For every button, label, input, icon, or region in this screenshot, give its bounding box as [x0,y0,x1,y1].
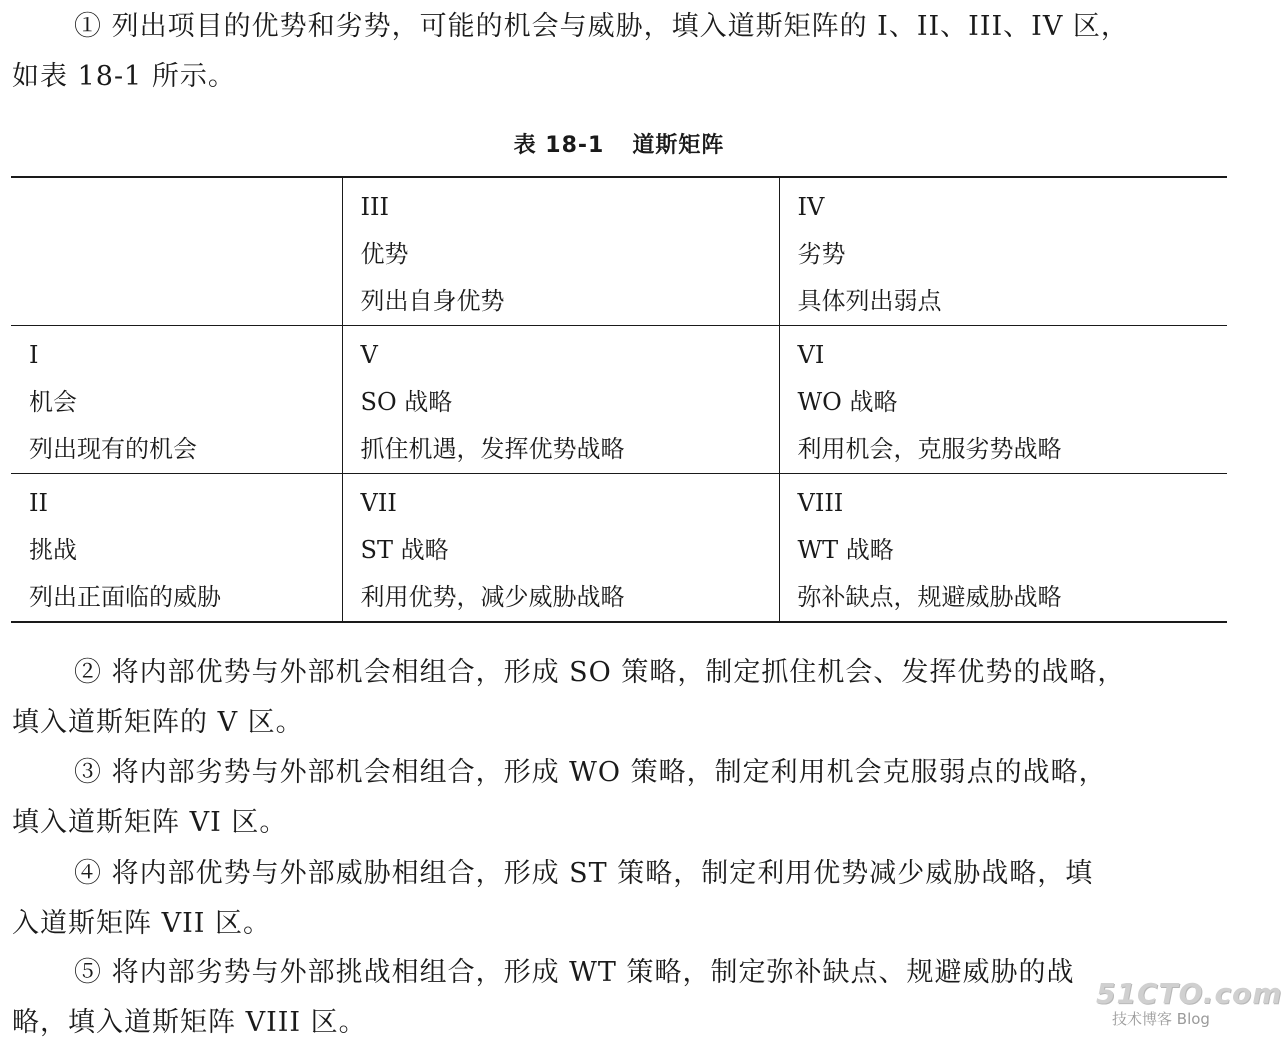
table-row [11,474,1227,623]
paragraph-2 [12,648,1228,748]
paragraph-4 [12,849,1228,949]
table-cell-st-strategy [342,474,779,623]
table-caption [0,128,1238,159]
table-cell-strengths [342,177,779,326]
cell-desc: 列出自身优势 [360,287,505,315]
table-cell-so-strategy [342,326,779,474]
dows-matrix-table [11,176,1227,623]
cell-name: 优势 [360,240,409,268]
cell-desc: 弥补缺点，规避威胁战略 [797,583,1062,611]
table-row [11,326,1227,474]
table-cell-empty [11,177,342,326]
paragraph-5 [12,948,1282,1048]
table-caption-title: 道斯矩阵 [632,133,725,158]
paragraph-4-line-2: 入道斯矩阵 VII 区。 [12,908,271,939]
paragraph-1 [12,2,1228,102]
cell-code: II [29,489,48,517]
cell-name: WO 战略 [797,388,898,416]
paragraph-3 [12,748,1228,848]
cell-desc: 抓住机遇，发挥优势战略 [360,435,625,463]
table-row [11,177,1227,326]
paragraph-2-line-1: ② 将内部优势与外部机会相组合，形成 SO 策略，制定抓住机会、发挥优势的战略， [74,657,1126,688]
table-cell-weaknesses [779,177,1227,326]
paragraph-4-line-1: ④ 将内部优势与外部威胁相组合，形成 ST 策略，制定利用优势减少威胁战略，填 [74,858,1094,889]
cell-name: WT 战略 [797,536,894,564]
cell-code: VIII [797,489,844,517]
cell-name: SO 战略 [360,388,453,416]
cell-code: VI [797,341,825,369]
site-watermark [1096,977,1282,1029]
cell-desc: 列出正面临的威胁 [29,583,221,611]
cell-code: III [360,193,389,221]
paragraph-2-line-2: 填入道斯矩阵的 V 区。 [12,707,304,738]
watermark-subtitle: 技术博客 Blog [1112,1010,1210,1028]
paragraph-3-line-1: ③ 将内部劣势与外部机会相组合，形成 WO 策略，制定利用机会克服弱点的战略， [74,757,1107,788]
cell-desc: 利用机会，克服劣势战略 [797,435,1062,463]
table-cell-opportunities [11,326,342,474]
cell-code: IV [797,193,825,221]
cell-desc: 具体列出弱点 [797,287,942,315]
table-cell-wo-strategy [779,326,1227,474]
watermark-brand: 51CTO.com [1096,977,1282,1010]
cell-code: VII [360,489,397,517]
cell-name: ST 战略 [360,536,449,564]
cell-name: 挑战 [29,536,77,564]
paragraph-1-line-1: ① 列出项目的优势和劣势，可能的机会与威胁，填入道斯矩阵的 I、II、III、IV 区， [74,11,1129,42]
cell-desc: 列出现有的机会 [29,435,197,463]
table-cell-threats [11,474,342,623]
cell-name: 劣势 [797,240,846,268]
cell-desc: 利用优势，减少威胁战略 [360,583,625,611]
paragraph-1-line-2: 如表 18-1 所示。 [12,61,236,92]
cell-name: 机会 [29,388,77,416]
table-caption-number: 表 18-1 [513,133,605,158]
cell-code: I [29,341,39,369]
paragraph-5-line-2: 略，填入道斯矩阵 VIII 区。 [12,1007,367,1038]
paragraph-5-line-1: ⑤ 将内部劣势与外部挑战相组合，形成 WT 策略，制定弥补缺点、规避威胁的战 [74,957,1075,988]
table-cell-wt-strategy [779,474,1227,623]
cell-code: V [360,341,378,369]
paragraph-3-line-2: 填入道斯矩阵 VI 区。 [12,807,288,838]
